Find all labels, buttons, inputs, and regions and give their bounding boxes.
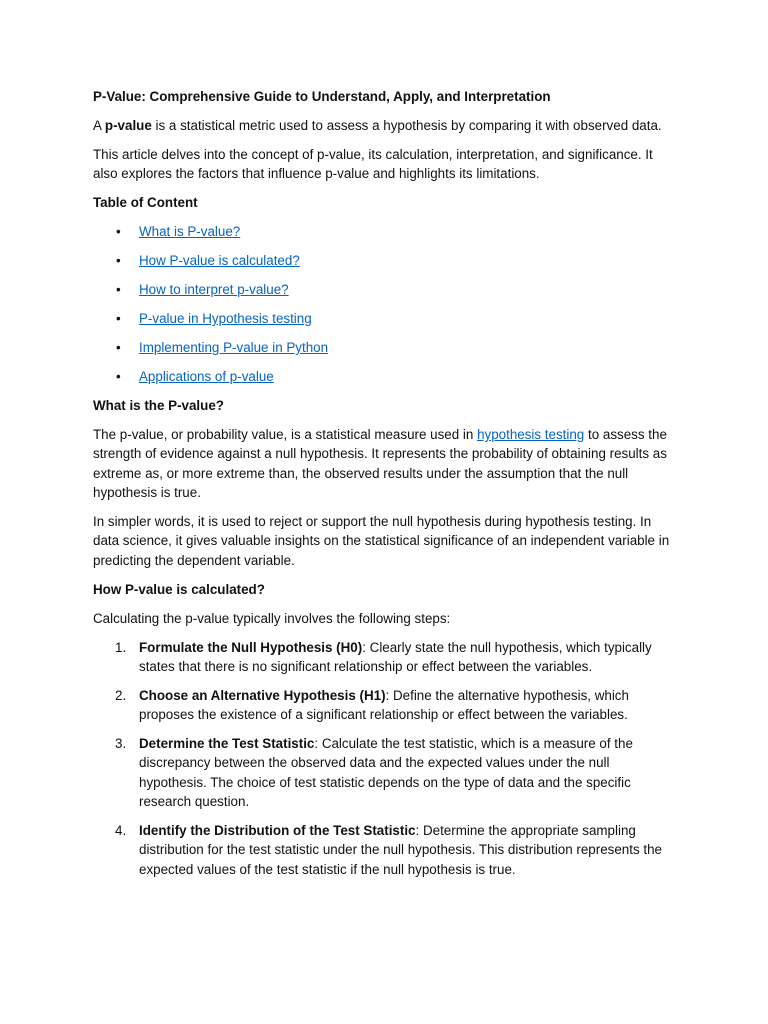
toc-item [93,280,678,299]
toc-link-python[interactable]: Implementing P-value in Python [139,340,329,356]
step-title: Determine the Test Statistic [139,736,315,752]
step-text: : Determine the appropriate sampling distribution for the test statistic under the null hypothesis. This distribution represents the expected values of the test statistic if the null hypothesis is true. [139,822,663,877]
toc-heading: Table of Content [93,195,198,211]
toc-link-how-to-interpret[interactable]: How to interpret p-value? [139,282,289,298]
list-item [93,686,678,725]
section2-intro: Calculating the p-value typically involves the following steps: [93,610,451,626]
bullet-icon: • [116,311,121,327]
step-number: 4. [115,822,127,838]
bullet-icon: • [116,340,121,356]
toc-link-what-is-p-value[interactable]: What is P-value? [139,224,241,240]
page-title: P-Value: Comprehensive Guide to Understand, Apply, and Interpretation [93,89,551,104]
intro-suffix: is a statistical metric used to assess a hypothesis by comparing it with observed data. [151,117,662,133]
toc-item [93,251,678,270]
step-number: 3. [115,736,127,752]
toc-item [93,222,678,241]
toc-item [93,338,678,357]
intro-paragraph [93,116,678,135]
hypothesis-testing-link[interactable]: hypothesis testing [477,427,585,443]
section1-paragraph-1 [93,425,678,502]
section-heading-how-calculated: How P-value is calculated? [93,581,265,597]
toc-list [93,222,678,386]
toc-link-hypothesis-testing[interactable]: P-value in Hypothesis testing [139,311,312,327]
section1-p1-before: The p-value, or probability value, is a statistical measure used in [93,427,478,443]
toc-item [93,367,678,386]
step-number: 2. [115,687,127,703]
bullet-icon: • [116,224,121,240]
toc-link-applications[interactable]: Applications of p-value [139,369,274,385]
intro-prefix: A [93,117,105,133]
bullet-icon: • [116,253,121,269]
section-heading-what-is: What is the P-value? [93,398,224,414]
list-item [93,734,678,811]
list-item [93,821,678,879]
steps-list [93,638,678,879]
bullet-icon: • [116,369,121,385]
intro-bold-term: p-value [104,117,152,133]
list-item [93,638,678,677]
intro-paragraph-2: This article delves into the concept of p-value, its calculation, interpretation, and significance. It also explores the factors that influence p-value and highlights its limitations. [93,146,653,182]
section1-p1-after: to assess the strength of evidence against a null hypothesis. It represents the probability of obtaining results as extreme as, or more extreme than, the observed results under the assumption that the null hypothesis is true. [93,427,667,501]
section1-paragraph-2: In simpler words, it is used to reject or support the null hypothesis during hypothesis testing. In data science, it gives valuable insights on the statistical significance of an independent variable in predicting the dependent variable. [93,514,670,568]
step-text: : Clearly state the null hypothesis, which typically states that there is no significant relationship or effect between the variables. [139,639,652,674]
bullet-icon: • [116,282,121,298]
step-number: 1. [115,639,127,655]
step-text: : Define the alternative hypothesis, which proposes the existence of a significant relationship or effect between the variables. [139,687,629,723]
step-title: Identify the Distribution of the Test Statistic [139,822,416,838]
toc-item [93,309,678,328]
step-title: Formulate the Null Hypothesis (H0) [139,639,363,655]
toc-link-how-calculated[interactable]: How P-value is calculated? [139,253,300,269]
step-text: : Calculate the test statistic, which is a measure of the discrepancy between the observed data and the expected values under the null hypothesis. The choice of test statistic depends on the type of data and the specific research question. [139,736,633,809]
step-title: Choose an Alternative Hypothesis (H1) [139,687,386,703]
